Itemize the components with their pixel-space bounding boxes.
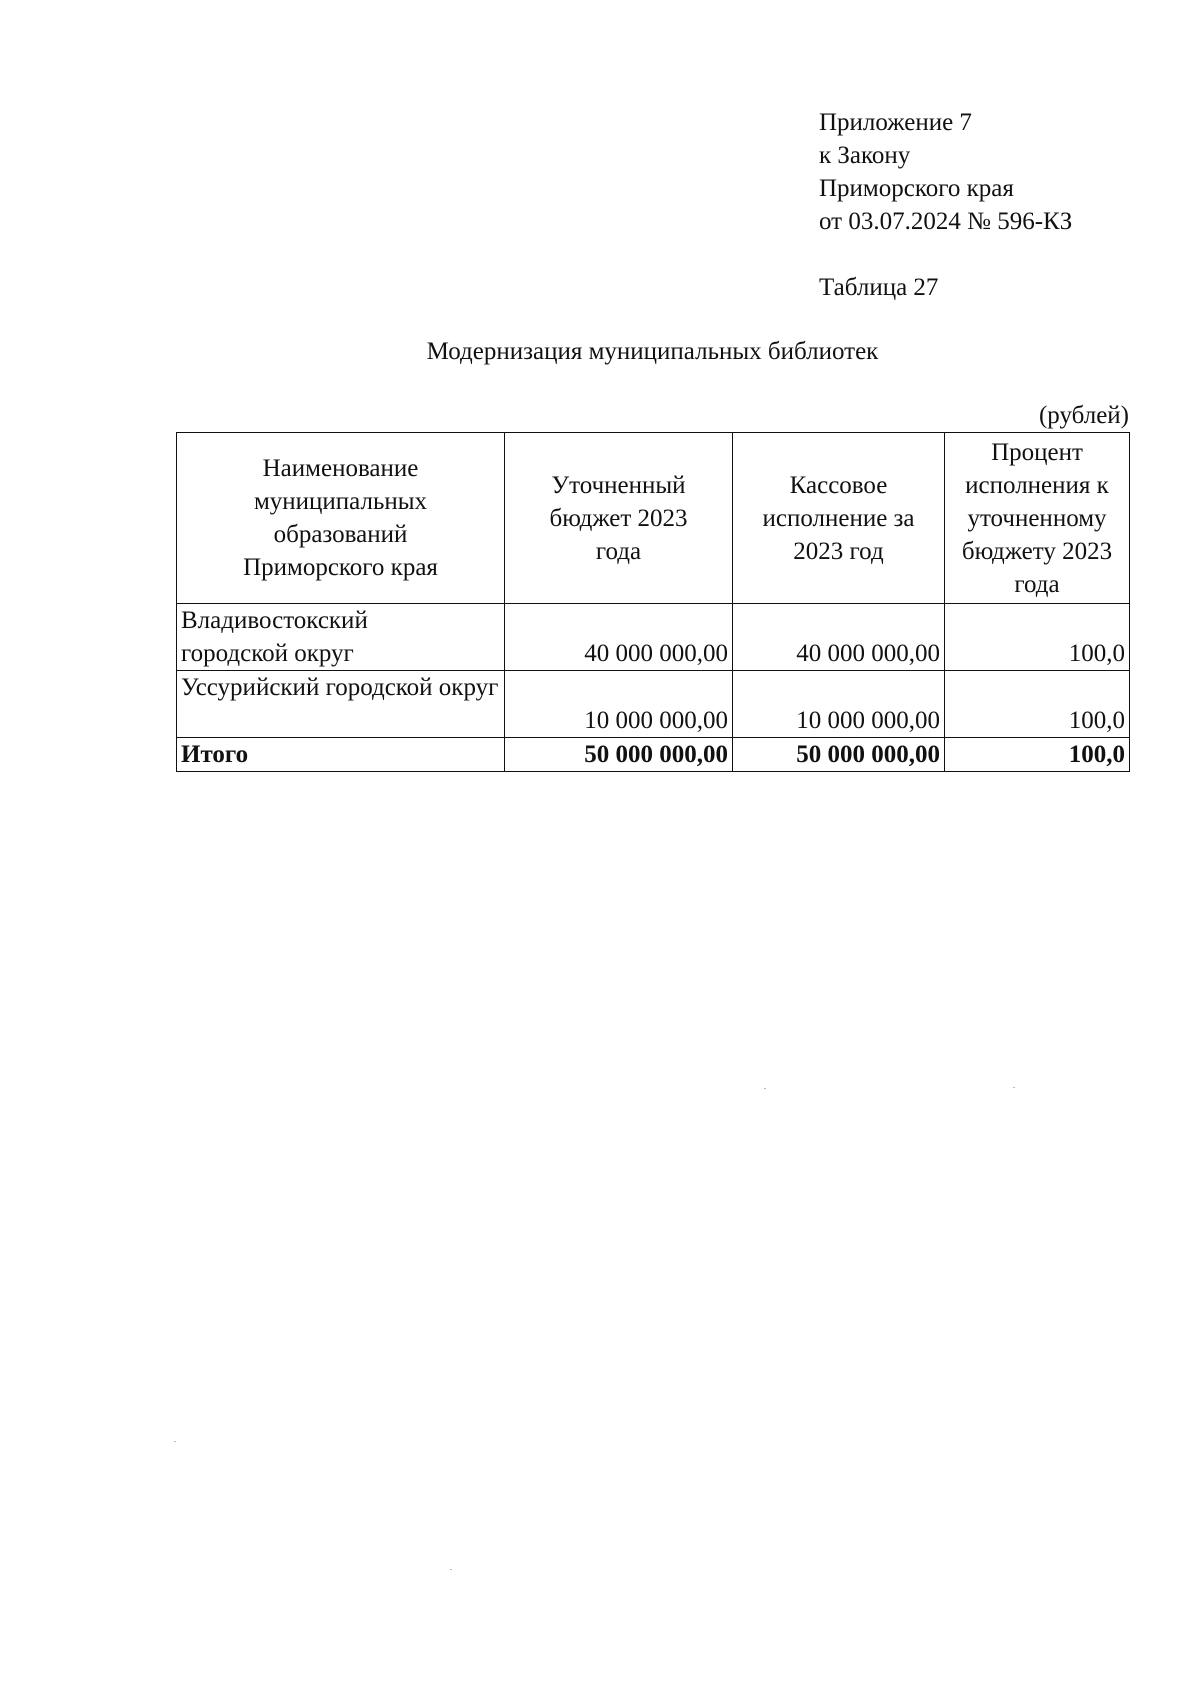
table-total-row xyxy=(177,738,1130,772)
annex-line-3: Приморского края xyxy=(819,175,1014,202)
total-budget: 50 000 000,00 xyxy=(505,738,733,772)
row-percent: 100,0 xyxy=(945,604,1130,671)
total-execution: 50 000 000,00 xyxy=(733,738,945,772)
table-header-row xyxy=(177,433,1130,604)
row-execution: 40 000 000,00 xyxy=(733,604,945,671)
table-row xyxy=(177,604,1130,671)
header-execution: Кассовое исполнение за 2023 год xyxy=(733,433,945,604)
row-execution: 10 000 000,00 xyxy=(733,671,945,738)
header-name: Наименование муниципальных образований Приморского края xyxy=(177,433,505,604)
scan-speck xyxy=(764,1088,766,1089)
budget-table xyxy=(176,432,1130,772)
header-percent: Процент исполнения к уточненному бюджету 2023 года xyxy=(945,433,1130,604)
table-row xyxy=(177,671,1130,738)
document-title: Модернизация муниципальных библиотек xyxy=(426,338,879,365)
total-name: Итого xyxy=(177,738,505,772)
row-name: Уссурийский городской округ xyxy=(177,671,505,738)
row-budget: 40 000 000,00 xyxy=(505,604,733,671)
annex-block xyxy=(819,106,1072,238)
row-name: Владивостокский городской округ xyxy=(177,604,505,671)
scan-speck xyxy=(450,1569,452,1570)
annex-line-1: Приложение 7 xyxy=(819,109,972,136)
annex-line-4: от 03.07.2024 № 596-КЗ xyxy=(819,208,1073,235)
total-percent: 100,0 xyxy=(945,738,1130,772)
row-percent: 100,0 xyxy=(945,671,1130,738)
header-budget: Уточненный бюджет 2023 года xyxy=(505,433,733,604)
row-budget: 10 000 000,00 xyxy=(505,671,733,738)
scan-speck xyxy=(1013,1087,1015,1088)
scan-speck xyxy=(174,1441,176,1442)
annex-line-2: к Закону xyxy=(819,142,911,169)
units-label: (рублей) xyxy=(1038,402,1129,429)
table-number: Таблица 27 xyxy=(819,274,939,301)
